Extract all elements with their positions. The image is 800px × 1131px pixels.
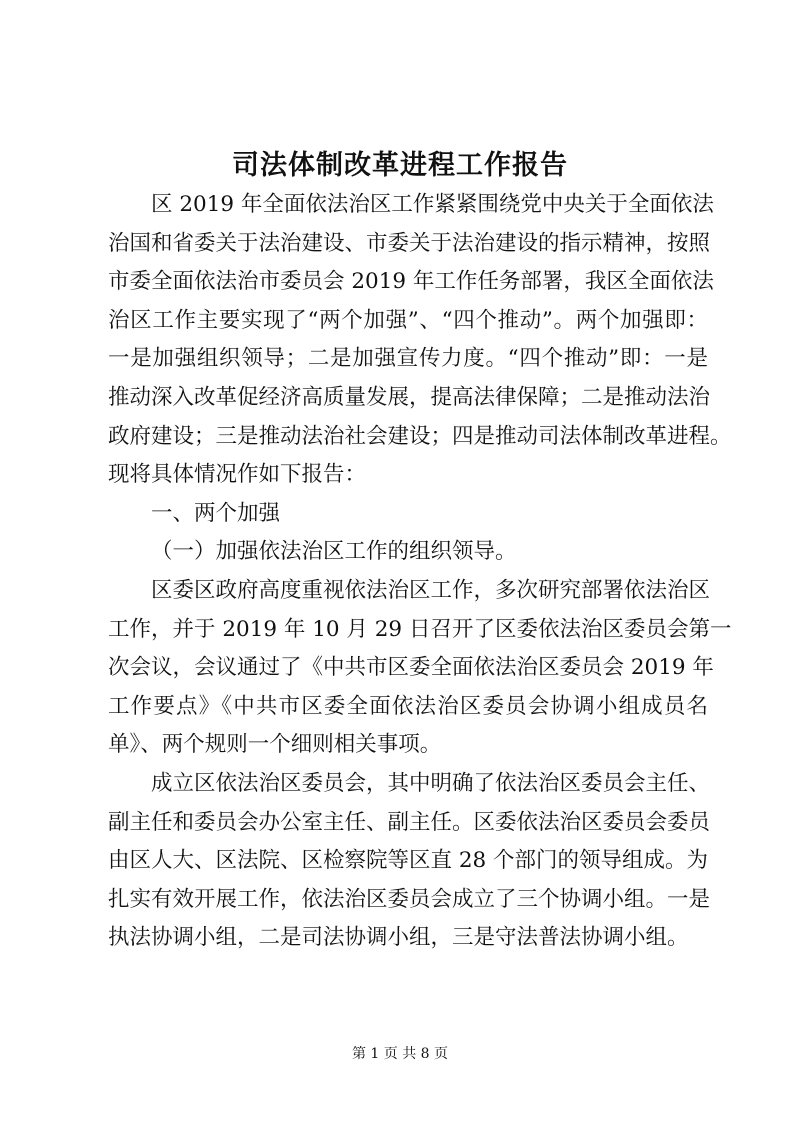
text-line: 成立区依法治区委员会，其中明确了依法治区委员会主任、 xyxy=(151,770,711,796)
document-body xyxy=(108,186,732,958)
text-line: 一、两个加强 xyxy=(151,500,281,526)
text-line: （一）加强依法治区工作的组织领导。 xyxy=(151,539,517,565)
text-line: 推动深入改革促经济高质量发展，提高法律保障；二是推动法治 xyxy=(108,384,711,410)
text-line: 治国和省委关于法治建设、市委关于法治建设的指示精神，按照 xyxy=(108,230,711,256)
text-line: 治区工作主要实现了“两个加强”、“四个推动”。两个加强即： xyxy=(108,307,708,333)
text-line: 扎实有效开展工作，依法治区委员会成立了三个协调小组。一是 xyxy=(108,886,711,912)
text-line: 政府建设；三是推动法治社会建设；四是推动司法体制改革进程。 xyxy=(108,423,732,449)
text-line: 工作要点》《中共市区委全面依法治区委员会协调小组成员名 xyxy=(108,693,708,719)
text-line: 一是加强组织领导；二是加强宣传力度。“四个推动”即：一是 xyxy=(108,346,708,372)
document-title: 司法体制改革进程工作报告 xyxy=(232,150,568,181)
text-line: 副主任和委员会办公室主任、副主任。区委依法治区委员会委员 xyxy=(108,809,711,835)
text-line: 单》、两个规则一个细则相关事项。 xyxy=(108,732,442,758)
text-line: 由区人大、区法院、区检察院等区直 28 个部门的领导组成。为 xyxy=(108,848,709,874)
text-line: 次会议，会议通过了《中共市区委全面依法治区委员会 2019 年 xyxy=(108,655,714,681)
text-line: 现将具体情况作如下报告： xyxy=(108,462,367,488)
text-line: 区委区政府高度重视依法治区工作，多次研究部署依法治区 xyxy=(151,577,711,603)
text-line: 市委全面依法治市委员会 2019 年工作任务部署，我区全面依法 xyxy=(108,269,714,295)
text-line: 工作，并于 2019 年 10 月 29 日召开了区委依法治区委员会第一 xyxy=(108,616,732,642)
text-line: 执法协调小组，二是司法协调小组，三是守法普法协调小组。 xyxy=(108,925,689,951)
text-line: 区 2019 年全面依法治区工作紧紧围绕党中央关于全面依法 xyxy=(151,192,714,217)
page-number: 第 1 页 共 8 页 xyxy=(351,1046,449,1062)
